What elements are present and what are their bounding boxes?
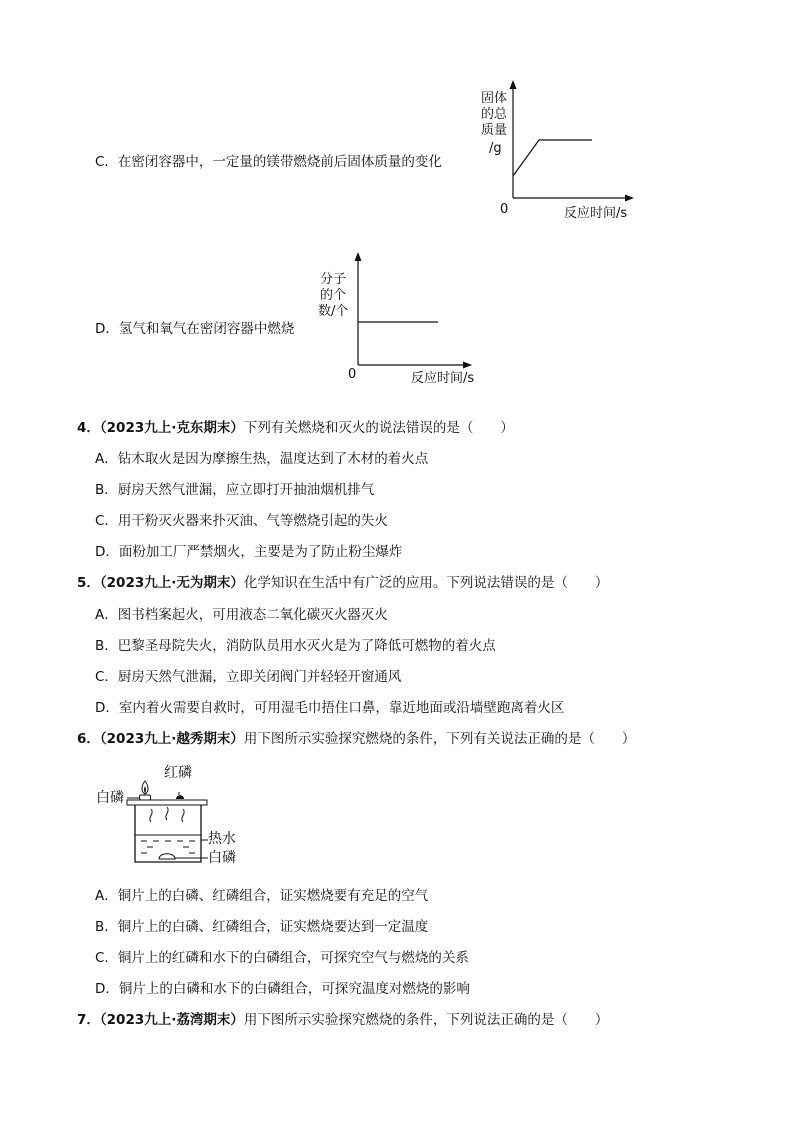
question-4-option-d: D．面粉加工厂严禁烟火，主要是为了防止粉尘爆炸 [95,544,403,560]
question-5-option-b: B．巴黎圣母院失火，消防队员用水灭火是为了降低可燃物的着火点 [95,638,496,654]
figure-label-red-phosphorus: 红磷 [164,765,192,781]
question-5-option-c: C．厨房天然气泄漏，立即关闭阀门并轻轻开窗通风 [95,669,402,685]
question-5-number: 5． [77,575,100,591]
graph-d-ylabel-1: 分子 [320,272,347,287]
question-6-source: （2023九上·越秀期末） [99,731,244,747]
question-4-stem: 下列有关燃烧和灭火的说法错误的是（ ） [243,420,514,436]
question-4-option-a: A．钻木取火是因为摩擦生热，温度达到了木材的着火点 [95,451,429,467]
graph-c-ylabel-1: 固体 [481,91,508,106]
graph-d-ylabel-2: 的个 [320,288,347,303]
question-6-header [77,727,635,747]
figure-label-white-phosphorus-bottom: 白磷 [208,850,236,866]
question-4-option-c: C．用干粉灭火器来扑灭油、气等燃烧引起的失火 [95,513,388,529]
graph-d-axes [346,250,486,375]
question-7-stem: 用下图所示实验探究燃烧的条件，下列说法正确的是（ ） [243,1012,609,1028]
question-5-option-d: D．室内着火需要自救时，可用湿毛巾捂住口鼻，靠近地面或沿墙壁跑离着火区 [95,700,565,716]
question-7-source: （2023九上·荔湾期末） [99,1012,244,1028]
graph-c-xlabel: 反应时间/s [564,206,628,221]
graph-c-ylabel-2: 的总 [481,107,508,122]
question-6-stem: 用下图所示实验探究燃烧的条件，下列有关说法正确的是（ ） [243,731,636,747]
graph-d-xlabel: 反应时间/s [411,371,475,386]
question-7-header [77,1008,608,1028]
graph-c-axes [500,78,640,208]
graph-d-origin: 0 [348,367,357,382]
question-5-header [77,571,608,591]
option-d-text: D．氢气和氧气在密闭容器中燃烧 [95,321,295,337]
question-6-option-c: C．铜片上的红磷和水下的白磷组合，可探究空气与燃烧的关系 [95,950,469,966]
question-4-option-b: B．厨房天然气泄漏，应立即打开抽油烟机排气 [95,482,375,498]
question-5-stem: 化学知识在生活中有广泛的应用。下列说法错误的是（ ） [243,575,609,591]
question-6-option-b: B．铜片上的白磷、红磷组合，证实燃烧要达到一定温度 [95,919,429,935]
option-c-text: C．在密闭容器中，一定量的镁带燃烧前后固体质量的变化 [95,154,442,170]
question-4-number: 4． [77,420,100,436]
question-6-number: 6． [77,731,100,747]
figure-label-hot-water: 热水 [208,831,236,847]
graph-d-ylabel-3: 数/个 [318,304,349,319]
question-4-header [77,416,514,436]
graph-c-origin: 0 [500,202,509,217]
graph-c-ylabel-4: /g [489,141,502,156]
question-6-option-a: A．铜片上的白磷、红磷组合，证实燃烧要有充足的空气 [95,888,429,904]
question-6-option-d: D．铜片上的白磷和水下的白磷组合，可探究温度对燃烧的影响 [95,981,470,997]
question-7-number: 7． [77,1012,100,1028]
figure-label-white-phosphorus-top: 白磷 [96,790,124,806]
question-4-source: （2023九上·克东期末） [99,420,244,436]
question-5-source: （2023九上·无为期末） [99,575,244,591]
graph-c-ylabel-3: 质量 [481,123,508,138]
apparatus-diagram [95,772,220,872]
question-5-option-a: A．图书档案起火，可用液态二氧化碳灭火器灭火 [95,607,388,623]
